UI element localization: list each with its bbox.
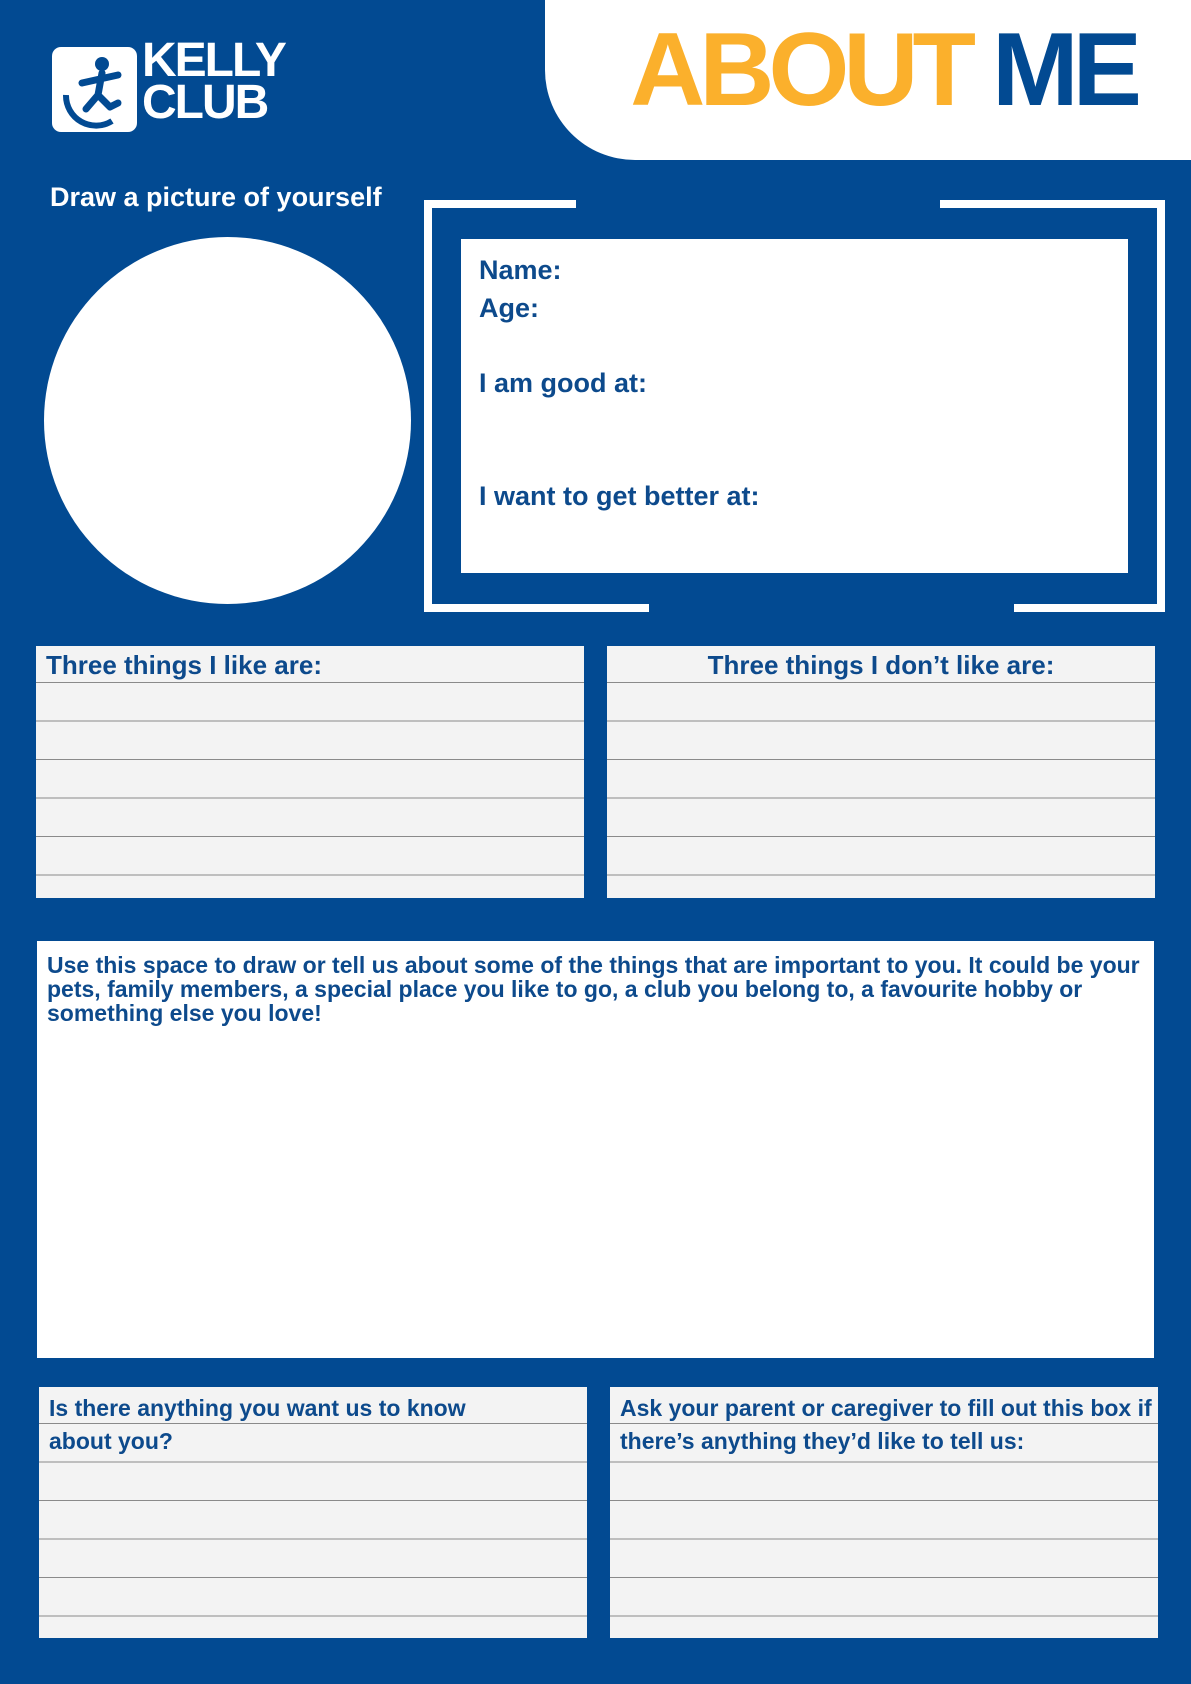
- frame-left: [424, 200, 432, 612]
- dislikes-heading: Three things I don’t like are:: [707, 650, 1055, 680]
- know-about-you-prompt: [49, 1392, 466, 1458]
- kelly-club-logo-text: [142, 34, 285, 129]
- portrait-prompt: Draw a picture of yourself: [50, 182, 382, 212]
- title-word-me: ME: [992, 12, 1136, 128]
- frame-top-left: [424, 200, 576, 208]
- frame-right: [1157, 200, 1165, 612]
- good-at-label: I am good at:: [479, 368, 647, 398]
- parent-box[interactable]: [610, 1387, 1158, 1638]
- age-label: Age:: [479, 293, 539, 323]
- likes-box[interactable]: [36, 646, 584, 898]
- know-about-you-line2: about you?: [49, 1428, 173, 1454]
- parent-box-prompt: [620, 1392, 1152, 1458]
- dislikes-box[interactable]: [607, 646, 1155, 898]
- know-about-you-box[interactable]: [39, 1387, 587, 1638]
- frame-bottom-left: [424, 604, 649, 612]
- name-label: Name:: [479, 255, 562, 285]
- parent-box-line2: there’s anything they’d like to tell us:: [620, 1428, 1025, 1454]
- better-at-label: I want to get better at:: [479, 481, 760, 511]
- kelly-club-logo-icon: [52, 47, 137, 132]
- frame-top-right: [940, 200, 1165, 208]
- know-about-you-line1: Is there anything you want us to know: [49, 1395, 466, 1421]
- important-things-prompt: Use this space to draw or tell us about some of the things that are important to you. It could be your pets, family members, a special place you like to go, a club you belong to, a favourite hobby or something else you love!: [47, 952, 1140, 1026]
- important-things-box[interactable]: [37, 941, 1154, 1358]
- title-word-about: ABOUT: [630, 12, 970, 128]
- page-title: [630, 12, 1136, 128]
- logo-line-club: CLUB: [142, 76, 268, 129]
- frame-bottom-right: [1014, 604, 1165, 612]
- info-box: [461, 239, 1128, 573]
- self-portrait-circle[interactable]: [44, 237, 411, 604]
- parent-box-line1: Ask your parent or caregiver to fill out this box if: [620, 1395, 1152, 1421]
- logo-line-kelly: KELLY: [142, 34, 285, 87]
- likes-heading: Three things I like are:: [46, 650, 322, 680]
